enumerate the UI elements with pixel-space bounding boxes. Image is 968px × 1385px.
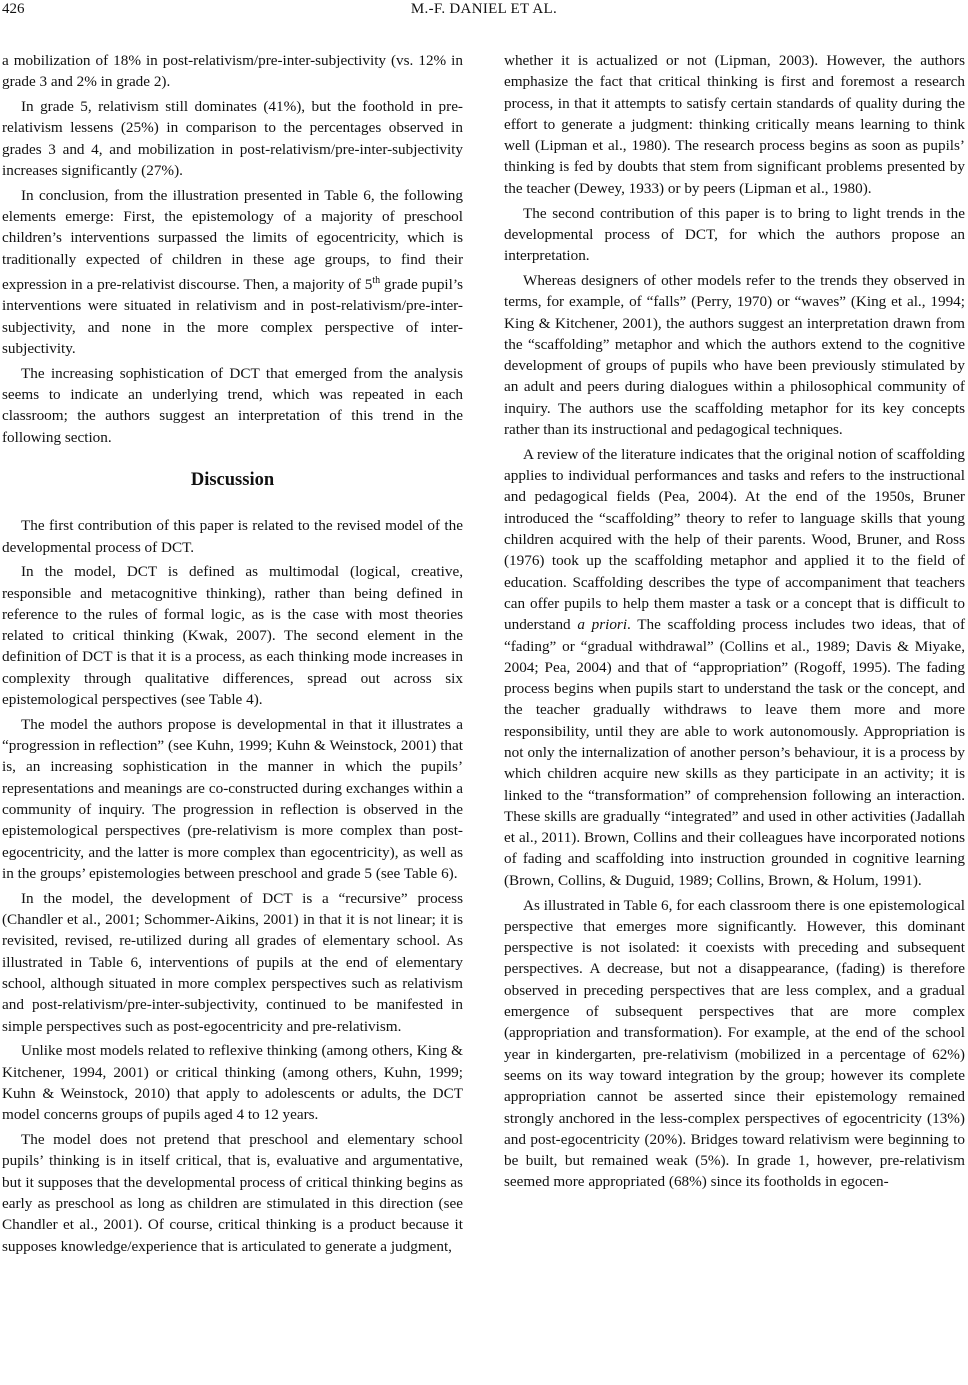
paragraph xyxy=(2,185,463,359)
paragraph: The model the authors propose is developmental in that it illustrates a “progression in reflection” (see Kuhn, 1999; Kuhn & Weinstock, 2001) that is, an increasing sophistication in the manner in which the pupils’ representations and meanings are co-constructed during exchanges within a community of inquiry. The progression in reflection is observed in the epistemological perspectives (pre-relativism is more complex than post-egocentricity, and the latter is more complex than egocentricity), as well as in the groups’ epistemologies between preschool and grade 5 (see Table 6). xyxy=(2,715,463,882)
paragraph: The model does not pretend that preschool and elementary school pupils’ thinking is in itself critical, that is, evaluative and argumentative, but it supposes that the developmental process of critical thinking begins as early as preschool as long as children are stimulated in this direction (see Chandler et al., 2001). Of course, critical thinking is a product because it supposes knowledge/experience that is articulated to generate a judgment, xyxy=(2,1131,463,1255)
superscript: th xyxy=(372,274,381,286)
section-heading: Discussion xyxy=(190,469,275,490)
italic-term: a priori xyxy=(577,616,628,634)
paragraph: The increasing sophistication of DCT that emerged from the analysis seems to indicate an underlying trend, which was repeated in each classroom; the authors suggest an interpretation of this trend in the following section. xyxy=(2,364,463,446)
paragraph: In grade 5, relativism still dominates (41%), but the foothold in pre-relativism lessens (25%) in comparison to the percentages observed in grades 3 and 4, and mobilization in post-relativism/pre-inter-subjectivity increases significantly (27%). xyxy=(2,98,463,179)
paragraph: whether it is actualized or not (Lipman, 2003). However, the authors emphasize the fact that critical thinking is first and foremost a research process, in that it attempts to satisfy certain standards of quality during the effort to generate a judgment: thinking critically means learning to think well (Lipman et al., 1980). The research process begins as soon as pupils’ thinking is fed by doubts that stem from significant problems presented by the teacher (Dewey, 1933) or by peers (Lipman et al., 1980). xyxy=(504,52,965,197)
paragraph-text: . The scaffolding process includes two ideas, that of “fading” or “gradual withdrawal” (Collins et al., 1989; Davis & Miyake, 2004; Pea, 2004) and that of “appropriation” (Rogoff, 1995). The fading process begins when pupils start to understand the task or the concept, and the teacher gradually withdraws to leave them more and more responsibility, until they are able to work autonomously. Appropriation is not only the internalization of another person’s behaviour, it is a process by which children acquire new skills as they participate in an activity; it is linked to the “transformation” of comprehension following an interaction. These skills are gradually “integrated” and used in other activities (Jadallah et al., 2011). Brown, Collins and their colleagues have incorporated notions of fading and scaffolding into instruction grounded in cognitive learning (Brown, Collins, & Duguid, 1989; Collins, Brown, & Holum, 1991). xyxy=(504,616,965,889)
paragraph: In the model, the development of DCT is a “recursive” process (Chandler et al., 2001; Schommer-Aikins, 2001) in that it is not linear; it is revisited, revised, re-utilized during all grades of elementary school. As illustrated in Table 6, interventions of pupils at the end of elementary school, although situated in more complex perspectives such as relativism and post-relativism/pre-inter-subjectivity, continued to be manifested in simple perspectives such as post-egocentricity and pre-relativism. xyxy=(2,889,463,1035)
page-number: 426 xyxy=(2,1,25,17)
paragraph: Whereas designers of other models refer to the trends they observed in terms, for example, of “falls” (Perry, 1970) or “waves” (King et al., 1994; King & Kitchener, 2001), the authors suggest an interpretation drawn from the “scaffolding” metaphor and which the authors extend to the cognitive development of groups of pupils who have been previously stimulated by an adult and peers during dialogues within a philosophical community of inquiry. The authors use the scaffolding metaphor for its key concepts rather than its instructional and pedagogical techniques. xyxy=(504,271,965,439)
left-column xyxy=(2,50,463,1260)
paragraph: As illustrated in Table 6, for each classroom there is one epistemological perspective that emerges more significantly. However, this dominant perspective is not isolated: it coexists with preceding and subsequent perspectives. A decrease, but not a disappearance, (fading) is therefore observed in preceding perspectives that are less complex, and a gradual emergence of subsequent perspectives that are more complex (appropriation and transformation). For example, at the end of the school year in kindergarten, pre-relativism (mobilized in a percentage of 62%) seems on its way toward integration by the group; however its complete appropriation cannot be asserted since their epistemology remained strongly anchored in the less-complex perspectives of egocentricity (13%) and post-egocentricity (20%). Bridges toward relativism were beginning to be built, but remained weak (5%). In grade 1, however, pre-relativism seemed more appropriated (68%) since its footholds in egocen- xyxy=(504,896,965,1191)
paragraph xyxy=(504,444,965,891)
right-column xyxy=(504,50,965,1196)
paragraph: In the model, DCT is defined as multimodal (logical, creative, responsible and metacognitive thinking), rather than being defined in reference to the rules of formal logic, as is the case with most theories related to critical thinking (Kwak, 2007). The second element in the definition of DCT is that it is a process, as each thinking mode increases in complexity through qualitative differences, spread out across six epistemological perspectives (see Table 4). xyxy=(2,563,463,709)
paragraph: Unlike most models related to reflexive thinking (among others, King & Kitchener, 1994, 2001) or critical thinking (among others, Kuhn, 1999; Kuhn & Weinstock, 2010) that apply to adolescents or adults, the DCT model concerns groups of pupils aged 4 to 12 years. xyxy=(2,1042,463,1124)
paragraph-text: A review of the literature indicates that the original notion of scaffolding applies to individual performances and tasks and refers to the instructional and pedagogical fields (Pea, 2004). At the end of the 1950s, Bruner introduced the “scaffolding” theory to refer to language skills that young children acquired with the help of their parents. Wood, Bruner, and Ross (1976) took up the scaffolding metaphor and applied it to the field of education. Scaffolding describes the type of accompaniment that teachers can offer pupils to help them master a task or a concept that is difficult to understand xyxy=(504,445,965,634)
paragraph-text: In conclusion, from the illustration presented in Table 6, the following elements emerge: First, the epistemology of a majority of preschool children’s interventions surpassed the limits of egocentricity, which is traditionally expected of children in these age groups, to find their expression in a pre-relativist discourse. Then, a majority of 5 xyxy=(2,186,463,294)
page-header xyxy=(0,0,968,30)
paragraph: a mobilization of 18% in post-relativism/pre-inter-subjectivity (vs. 12% in grade 3 and 2% in grade 2). xyxy=(2,52,463,91)
paragraph-text: grade pupil’s interventions were situated in relativism and in post-relativism/pre-inter-subjectivity, and none in the more complex perspective of inter-subjectivity. xyxy=(2,276,463,357)
paragraph: The second contribution of this paper is to bring to light trends in the developmental process of DCT, for which the authors propose an interpretation. xyxy=(504,204,965,265)
running-head: M.-F. DANIEL ET AL. xyxy=(410,1,558,17)
paragraph: The first contribution of this paper is related to the revised model of the developmental process of DCT. xyxy=(2,517,463,556)
